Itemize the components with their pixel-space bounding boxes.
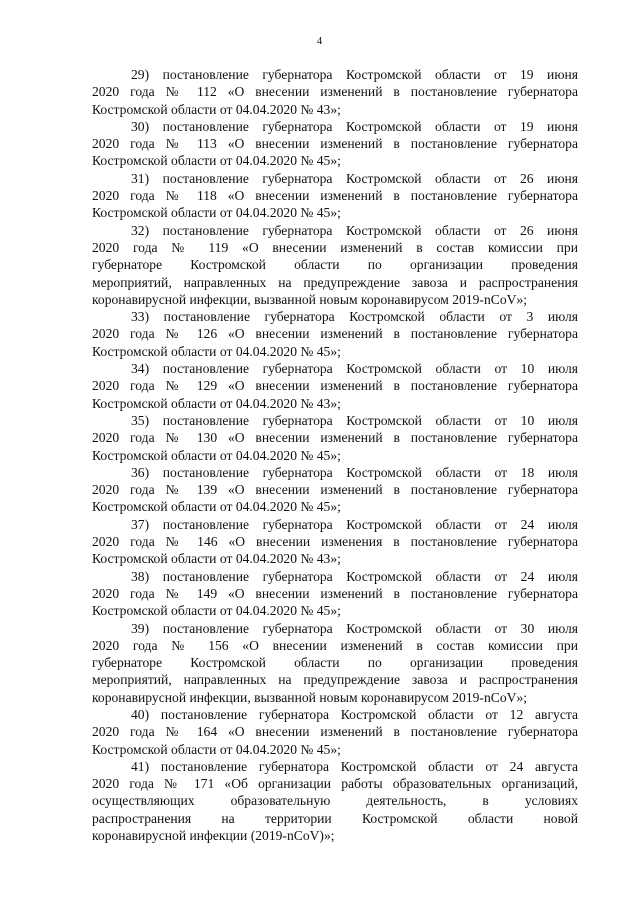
text-line: 33) постановление губернатора Костромской области от 3 июля <box>131 309 578 325</box>
text-line: 2020 года № 130 «О внесении изменений в постановление губернатора <box>92 430 578 446</box>
text-line: мероприятий, направленных на предупреждение завоза и распространения <box>92 274 578 290</box>
list-item <box>92 620 578 706</box>
list-item <box>92 308 578 360</box>
text-line: Костромской области от 04.04.2020 № 43»; <box>92 551 341 567</box>
text-line: 2020 года № 146 «О внесении изменения в постановление губернатора <box>92 534 578 550</box>
document-body <box>92 66 578 844</box>
text-line: Костромской области от 04.04.2020 № 43»; <box>92 101 341 117</box>
text-line: 34) постановление губернатора Костромской области от 10 июля <box>131 361 578 377</box>
list-item <box>92 464 578 516</box>
text-line: 2020 года № 113 «О внесении изменений в постановление губернатора <box>92 136 578 152</box>
text-line: 2020 года № 119 «О внесении изменений в состав комиссии при <box>92 239 578 255</box>
text-line: Костромской области от 04.04.2020 № 45»; <box>92 343 341 359</box>
list-item <box>92 706 578 758</box>
text-line: Костромской области от 04.04.2020 № 45»; <box>92 447 341 463</box>
text-line: губернаторе Костромской области по организации проведения <box>92 257 578 273</box>
list-item <box>92 516 578 568</box>
text-line: 2020 года № 149 «О внесении изменений в постановление губернатора <box>92 585 578 601</box>
text-line: 2020 года № 129 «О внесении изменений в постановление губернатора <box>92 378 578 394</box>
list-item <box>92 170 578 222</box>
text-line: Костромской области от 04.04.2020 № 45»; <box>92 741 341 757</box>
text-line: 35) постановление губернатора Костромской области от 10 июля <box>131 412 578 428</box>
list-item <box>92 222 578 308</box>
text-line: 2020 года № 118 «О внесении изменений в постановление губернатора <box>92 188 578 204</box>
text-line: 2020 года № 112 «О внесении изменений в постановление губернатора <box>92 84 578 100</box>
text-line: 36) постановление губернатора Костромской области от 18 июля <box>131 464 578 480</box>
text-line: 30) постановление губернатора Костромской области от 19 июня <box>131 118 578 134</box>
text-line: коронавирусной инфекции (2019-nCoV)»; <box>92 828 335 844</box>
text-line: 2020 года № 126 «О внесении изменений в постановление губернатора <box>92 326 578 342</box>
page-number: 4 <box>316 35 323 47</box>
text-line: 2020 года № 164 «О внесении изменений в постановление губернатора <box>92 724 578 740</box>
text-line: 29) постановление губернатора Костромской области от 19 июня <box>131 67 578 82</box>
text-line: 37) постановление губернатора Костромской области от 24 июля <box>131 516 578 532</box>
text-line: 2020 года № 139 «О внесении изменений в постановление губернатора <box>92 482 578 498</box>
text-line: 39) постановление губернатора Костромской области от 30 июля <box>131 620 578 636</box>
text-line: коронавирусной инфекции, вызванной новым коронавирусом 2019-nCoV»; <box>92 689 528 705</box>
text-line: 2020 года № 171 «Об организации работы образовательных организаций, <box>92 776 578 792</box>
text-line: 40) постановление губернатора Костромской области от 12 августа <box>131 706 578 722</box>
text-line: 31) постановление губернатора Костромской области от 26 июня <box>131 170 578 186</box>
list-item <box>92 360 578 412</box>
text-line: Костромской области от 04.04.2020 № 45»; <box>92 499 341 515</box>
text-line: губернаторе Костромской области по организации проведения <box>92 655 578 671</box>
list-item <box>92 412 578 464</box>
text-line: 2020 года № 156 «О внесении изменений в состав комиссии при <box>92 637 578 653</box>
list-item <box>92 118 578 170</box>
text-line: Костромской области от 04.04.2020 № 45»; <box>92 603 341 619</box>
text-line: 32) постановление губернатора Костромской области от 26 июня <box>131 222 578 238</box>
text-line: 41) постановление губернатора Костромской области от 24 августа <box>131 758 578 774</box>
text-line: распространения на территории Костромской области новой <box>92 810 578 826</box>
text-line: осуществляющих образовательную деятельность, в условиях <box>92 793 578 809</box>
list-item <box>92 758 578 844</box>
text-line: Костромской области от 04.04.2020 № 45»; <box>92 153 341 169</box>
text-line: Костромской области от 04.04.2020 № 43»; <box>92 395 341 411</box>
list-item <box>92 568 578 620</box>
text-line: 38) постановление губернатора Костромской области от 24 июля <box>131 568 578 584</box>
text-line: коронавирусной инфекции, вызванной новым коронавирусом 2019-nCoV»; <box>92 291 528 307</box>
text-line: мероприятий, направленных на предупреждение завоза и распространения <box>92 672 578 688</box>
text-line: Костромской области от 04.04.2020 № 45»; <box>92 205 341 221</box>
list-item <box>92 66 578 118</box>
